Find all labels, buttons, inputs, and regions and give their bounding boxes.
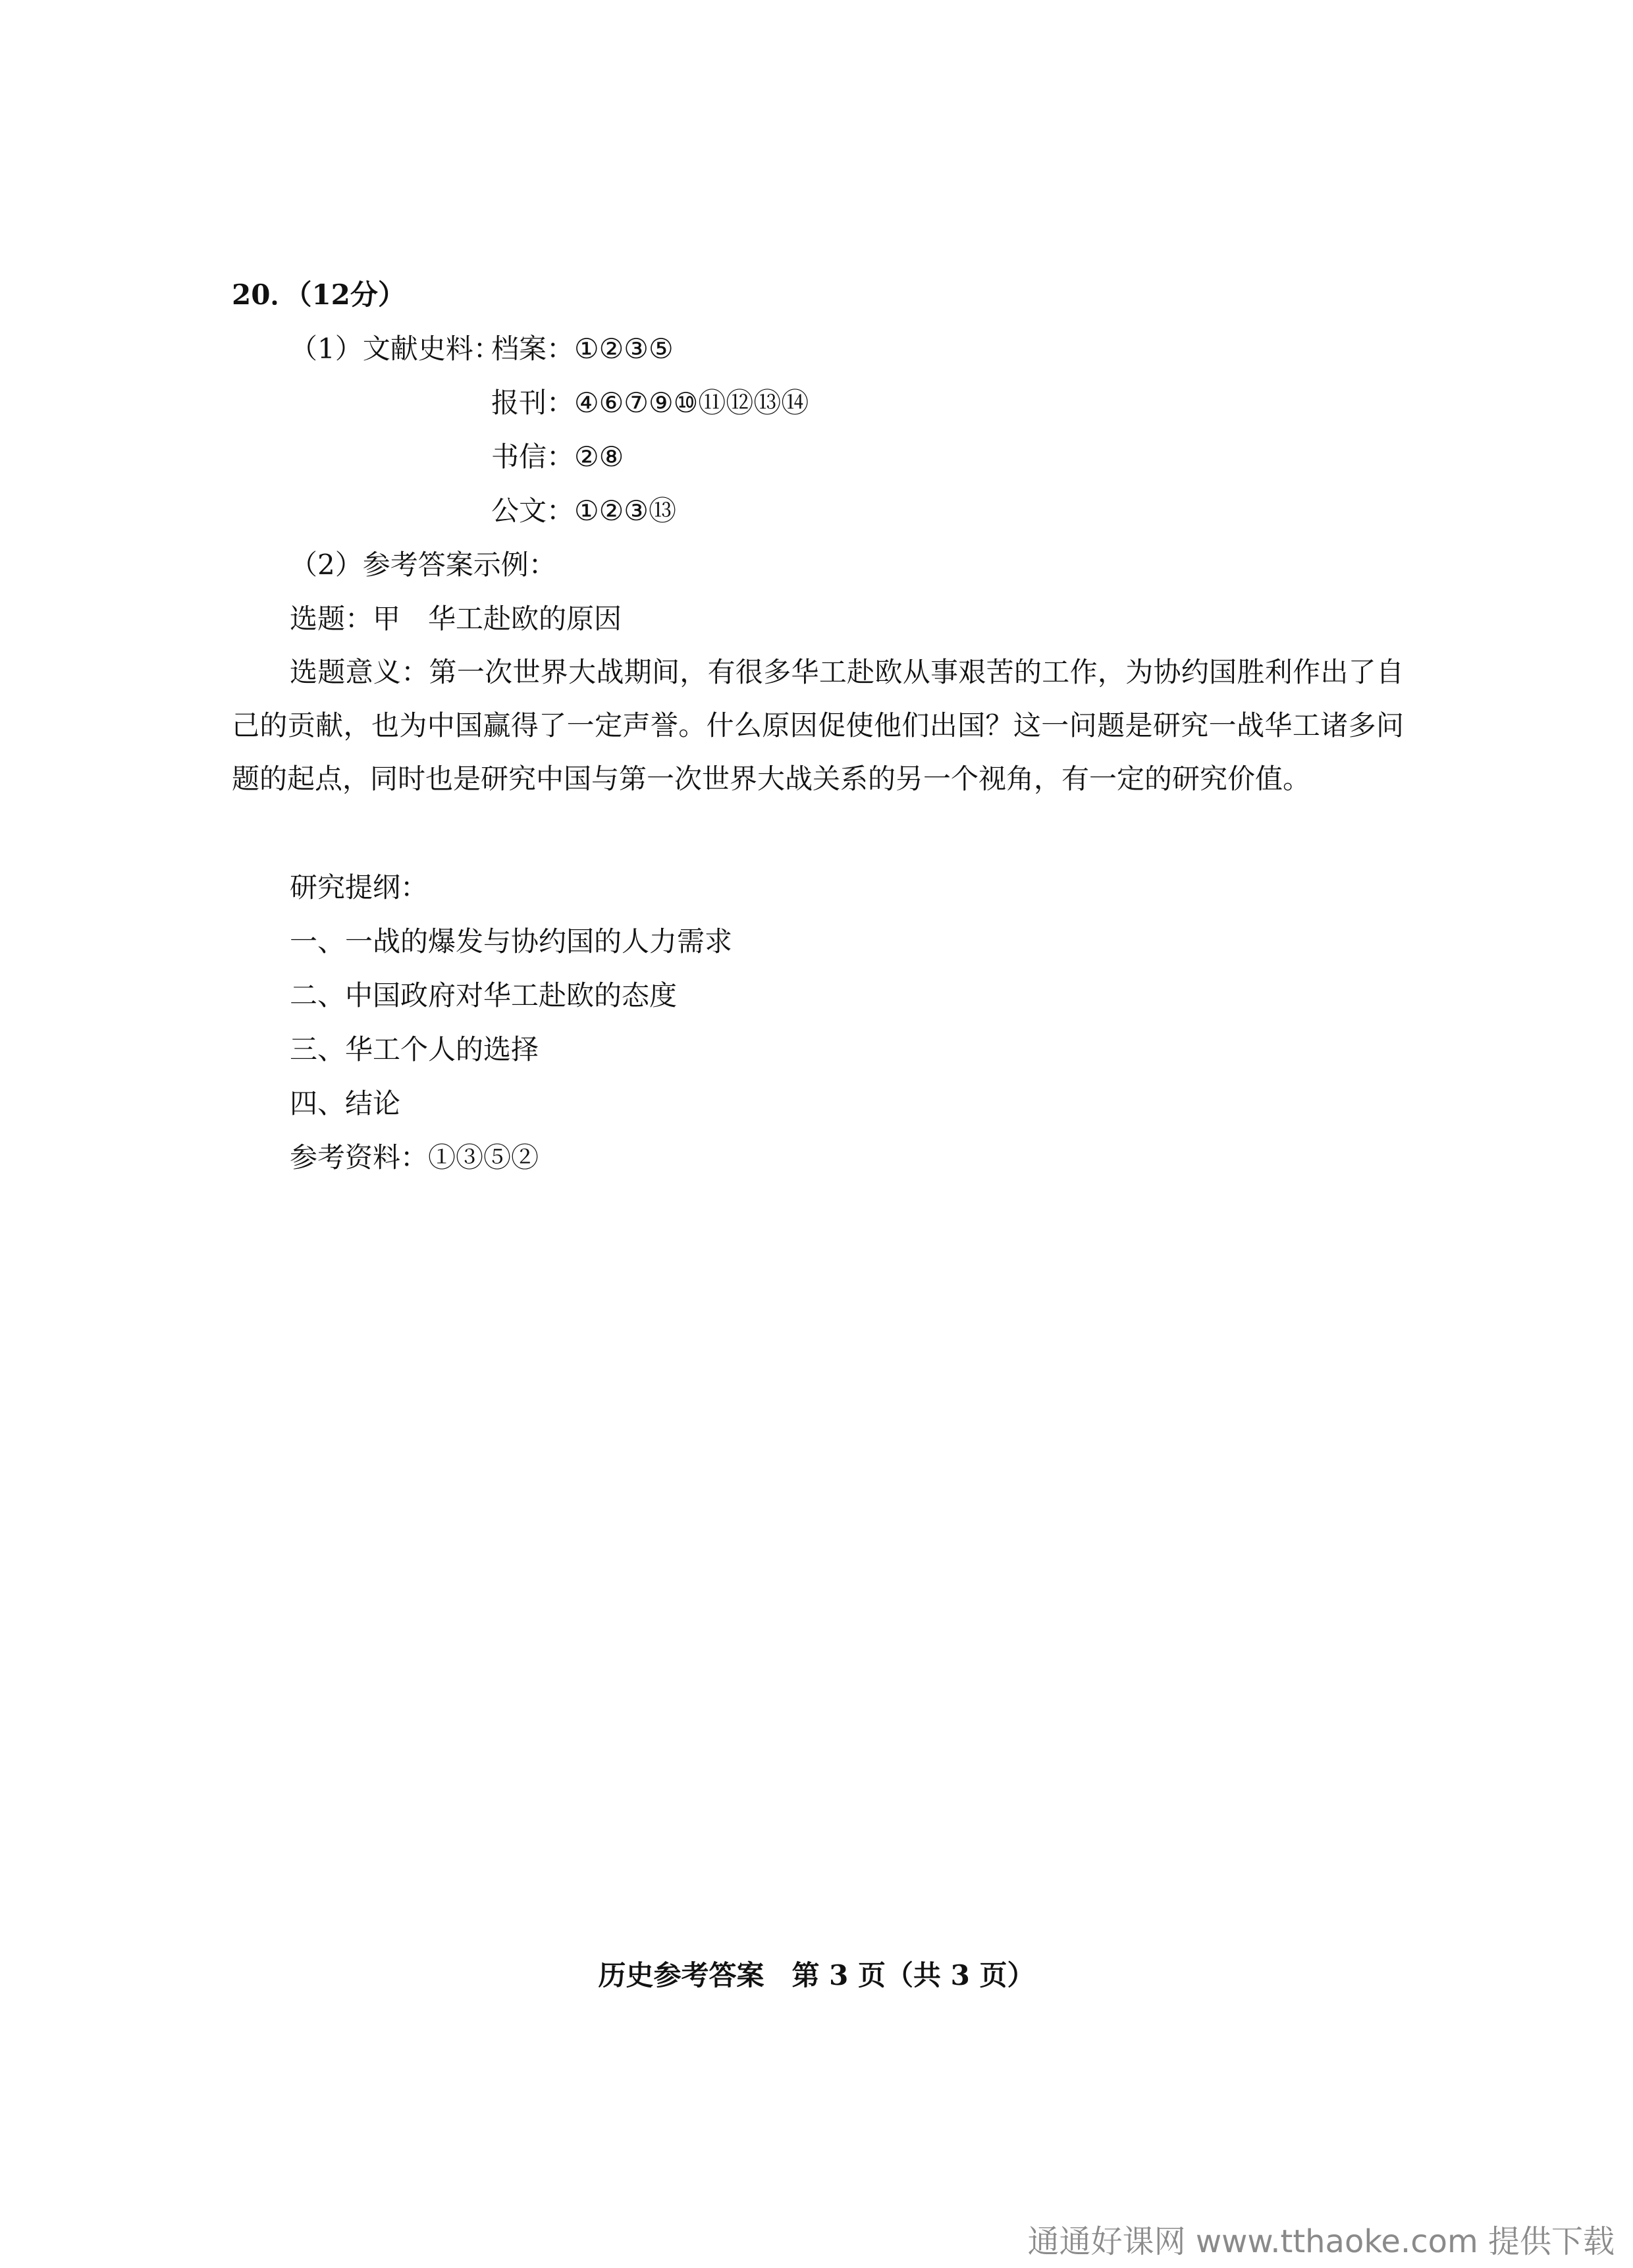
press-value: ④⑥⑦⑨⑩⑪⑫⑬⑭ [574,387,809,419]
document-value: ①②③⑬ [574,495,676,527]
outline-item: 三、华工个人的选择 [290,1033,539,1066]
press-key: 报刊： [491,387,575,419]
outline-label: 研究提纲： [290,871,429,904]
outline-item: 二、中国政府对华工赴欧的态度 [290,979,678,1012]
part1-label: （1）文献史料： [290,333,501,365]
document-key: 公文： [491,495,575,527]
watermark-text: 通通好课网 www.tthaoke.com 提供下载 [1027,2223,1615,2260]
page-footer: 历史参考答案 第 3 页（共 3 页） [598,1959,1035,1991]
topic-line: 选题：甲 华工赴欧的原因 [290,603,622,635]
part2-label: （2）参考答案示例： [290,549,556,581]
letter-value: ②⑧ [574,441,624,473]
outline-item: 一、一战的爆发与协约国的人力需求 [290,925,733,958]
references-line: 参考资料：①③⑤② [290,1141,539,1174]
archive-key: 档案： [491,333,575,365]
letter-key: 书信： [491,441,575,473]
archive-value: ①②③⑤ [574,333,674,365]
question-header: 20．（12分） [232,279,406,311]
outline-item: 四、结论 [290,1087,401,1120]
significance-paragraph: 选题意义：第一次世界大战期间，有很多华工赴欧从事艰苦的工作，为协约国胜利作出了自己的贡献，也为中国赢得了一定声誉。什么原因促使他们出国？这一问题是研究一战华工诸多问题的起点，同时也是研究中国与第一次世界大战关系的另一个视角，有一定的研究价值。 [232,656,1404,795]
